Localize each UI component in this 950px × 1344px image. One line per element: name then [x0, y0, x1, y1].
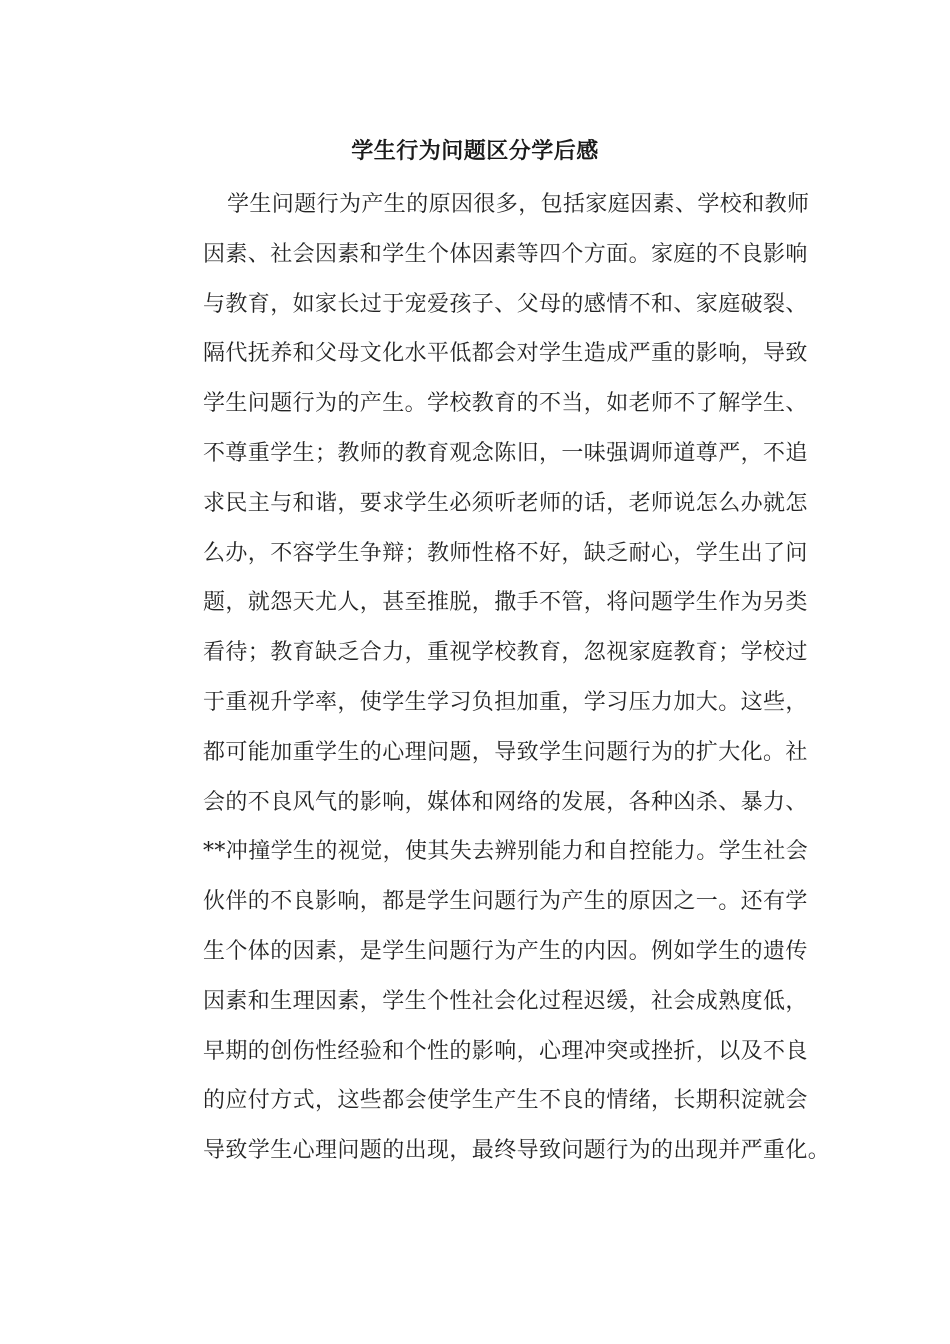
body-line: 因素和生理因素，学生个性社会化过程迟缓，社会成熟度低，	[203, 988, 808, 1014]
body-line: 伙伴的不良影响，都是学生问题行为产生的原因之一。还有学	[203, 889, 808, 915]
document-body	[203, 180, 843, 1176]
body-line: 的应付方式，这些都会使学生产生不良的情绪，长期积淀就会	[203, 1088, 808, 1114]
body-line: 生个体的因素，是学生问题行为产生的内因。例如学生的遗传	[203, 938, 808, 964]
body-line: 学生问题行为的产生。学校教育的不当，如老师不了解学生、	[203, 391, 808, 417]
body-line: 会的不良风气的影响，媒体和网络的发展，各种凶杀、暴力、	[203, 789, 808, 815]
body-line: 因素、社会因素和学生个体因素等四个方面。家庭的不良影响	[203, 241, 808, 267]
body-line: 求民主与和谐，要求学生必须听老师的话，老师说怎么办就怎	[203, 490, 808, 516]
body-line: 隔代抚养和父母文化水平低都会对学生造成严重的影响，导致	[203, 341, 808, 367]
body-line: 早期的创伤性经验和个性的影响，心理冲突或挫折，以及不良	[203, 1038, 808, 1064]
document-title: 学生行为问题区分学后感	[351, 138, 599, 164]
body-line: 题，就怨天尤人，甚至推脱，撒手不管，将问题学生作为另类	[203, 590, 808, 616]
body-line: 学生问题行为产生的原因很多，包括家庭因素、学校和教师	[227, 192, 810, 217]
body-line: 都可能加重学生的心理问题，导致学生问题行为的扩大化。社	[203, 739, 808, 765]
body-line: 看待；教育缺乏合力，重视学校教育，忽视家庭教育；学校过	[203, 640, 808, 666]
body-line: 导致学生心理问题的出现，最终导致问题行为的出现并严重化。	[203, 1138, 831, 1164]
body-line: **冲撞学生的视觉，使其失去辨别能力和自控能力。学生社会	[203, 839, 809, 865]
body-line: 不尊重学生；教师的教育观念陈旧，一味强调师道尊严，不追	[203, 440, 808, 466]
body-line: 么办，不容学生争辩；教师性格不好，缺乏耐心，学生出了问	[203, 540, 808, 566]
body-line: 于重视升学率，使学生学习负担加重，学习压力加大。这些，	[203, 689, 808, 715]
body-line: 与教育，如家长过于宠爱孩子、父母的感情不和、家庭破裂、	[203, 291, 808, 317]
